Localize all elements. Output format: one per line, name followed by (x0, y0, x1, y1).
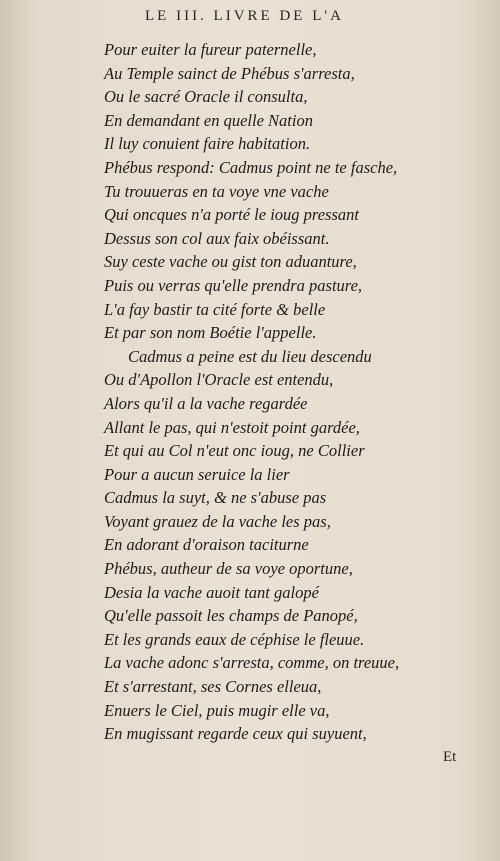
verse-line: Dessus son col aux faix obéissant. (104, 228, 330, 248)
verse-text (104, 38, 464, 746)
verse-line: Ou le sacré Oracle il consulta, (104, 87, 308, 107)
verse-line: Et les grands eaux de céphise le fleuue. (104, 629, 365, 649)
verse-line: Et qui au Col n'eut onc ioug, ne Collier (104, 441, 365, 461)
verse-line: Pour euiter la fureur paternelle, (104, 40, 317, 59)
verse-line: Puis ou verras qu'elle prendra pasture, (104, 275, 363, 295)
verse-line: Ou d'Apollon l'Oracle est entendu, (104, 370, 334, 390)
verse-line: Pour a aucun seruice la lier (104, 464, 290, 484)
verse-line: En adorant d'oraison taciturne (104, 535, 309, 555)
verse-line: Qu'elle passoit les champs de Panopé, (104, 606, 358, 626)
verse-line: Au Temple sainct de Phébus s'arresta, (104, 63, 355, 83)
verse-line: Phébus respond: Cadmus point ne te fasche, (104, 157, 398, 177)
verse-line: Qui oncques n'a porté le ioug pressant (104, 205, 359, 225)
verse-line: Suy ceste vache ou gist ton aduanture, (104, 252, 357, 272)
verse-line: Et s'arrestant, ses Cornes elleua, (104, 677, 322, 697)
verse-line: Voyant grauez de la vache les pas, (104, 511, 331, 531)
verse-line: Alors qu'il a la vache regardée (104, 393, 308, 413)
catchword: Et (443, 749, 457, 765)
verse-line: Allant le pas, qui n'estoit point gardée, (104, 417, 360, 437)
verse-line: Et par son nom Boétie l'appelle. (104, 323, 317, 343)
verse-line: En demandant en quelle Nation (104, 110, 313, 130)
verse-line: Enuers le Ciel, puis mugir elle va, (104, 700, 330, 720)
running-head: LE III. LIVRE DE L'A (145, 8, 344, 24)
verse-line: Cadmus la suyt, & ne s'abuse pas (104, 488, 327, 508)
verse-line: En mugissant regarde ceux qui suyuent, (104, 724, 367, 744)
verse-line: Desia la vache auoit tant galopé (104, 582, 319, 602)
verse-line: Phébus, autheur de sa voye oportune, (104, 559, 353, 579)
verse-line: Cadmus a peine est du lieu descendu (128, 346, 372, 366)
verse-line: La vache adonc s'arresta, comme, on treuue, (104, 653, 400, 673)
verse-line: Tu trouueras en ta voye vne vache (104, 181, 329, 201)
verse-line: L'a fay bastir ta cité forte & belle (104, 299, 326, 319)
verse-line: Il luy conuient faire habitation. (104, 134, 311, 154)
